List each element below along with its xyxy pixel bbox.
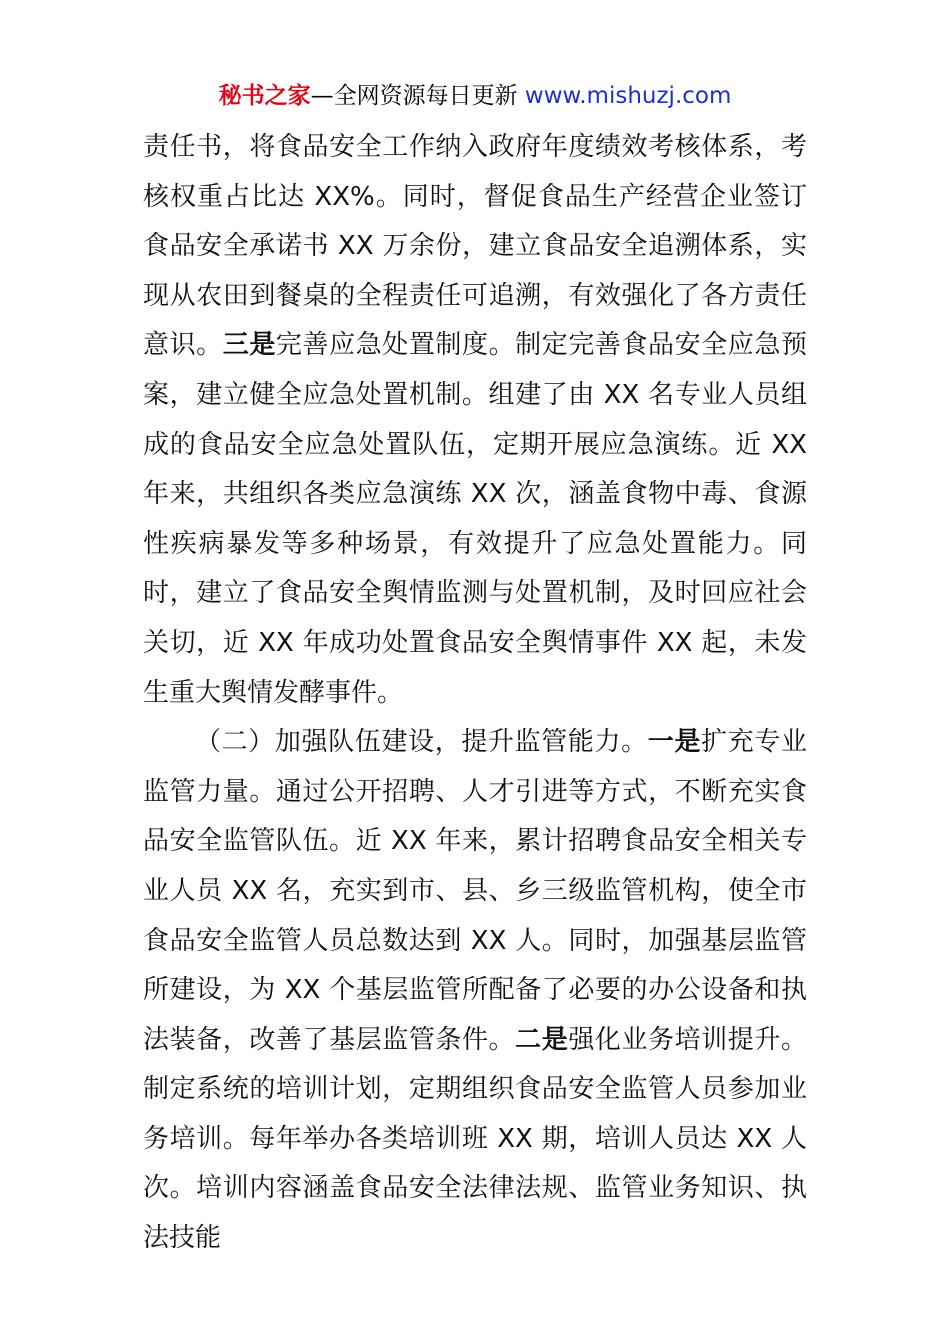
site-tagline: —全网资源每日更新 [310, 83, 525, 109]
document-body [143, 123, 807, 1264]
paragraph-text: 扩充专业监管力量。通过公开招聘、人才引进等方式，不断充实食品安全监管队伍。近 XX 年来，累计招聘食品安全相关专业人员 XX 名，充实到市、县、乡三级监管机构，使全市食品安全监管人员总数达到 XX 人。同时，加强基层监管所建设，为 XX 个基层监管所配备了必要的办公设备和执法装备，改善了基层监管条件。 [143, 727, 807, 1055]
paragraph-continuation [143, 123, 807, 718]
site-brand: 秘书之家 [218, 83, 311, 109]
paragraph-emphasis: 一是 [647, 727, 702, 758]
paragraph-text: 责任书，将食品安全工作纳入政府年度绩效考核体系，考核权重占比达 XX%。同时，督促食品生产经营企业签订食品安全承诺书 XX 万余份，建立食品安全追溯体系，实现从农田到餐桌的全程责任可追溯，有效强化了各方责任意识。 [143, 132, 807, 361]
paragraph-section-two [143, 718, 807, 1264]
paragraph-emphasis: 三是 [222, 330, 276, 361]
site-header [0, 80, 950, 112]
paragraph-emphasis: 二是 [515, 1024, 569, 1055]
site-url[interactable]: www.mishuzj.com [524, 83, 732, 109]
paragraph-text: 强化业务培训提升。制定系统的培训计划，定期组织食品安全监管人员参加业务培训。每年举办各类培训班 XX 期，培训人员达 XX 人次。培训内容涵盖食品安全法律法规、监管业务知识、执法技能 [143, 1024, 807, 1254]
section-heading: （二）加强队伍建设，提升监管能力。 [195, 727, 648, 758]
paragraph-text: 完善应急处置制度。制定完善食品安全应急预案，建立健全应急处置机制。组建了由 XX 名专业人员组成的食品安全应急处置队伍，定期开展应急演练。近 XX 年来，共组织各类应急演练 XX 次，涵盖食物中毒、食源性疾病暴发等多种场景，有效提升了应急处置能力。同时，建立了食品安全舆情监测与处置机制，及时回应社会关切，近 XX 年成功处置食品安全舆情事件 XX 起，未发生重大舆情发酵事件。 [143, 330, 807, 708]
